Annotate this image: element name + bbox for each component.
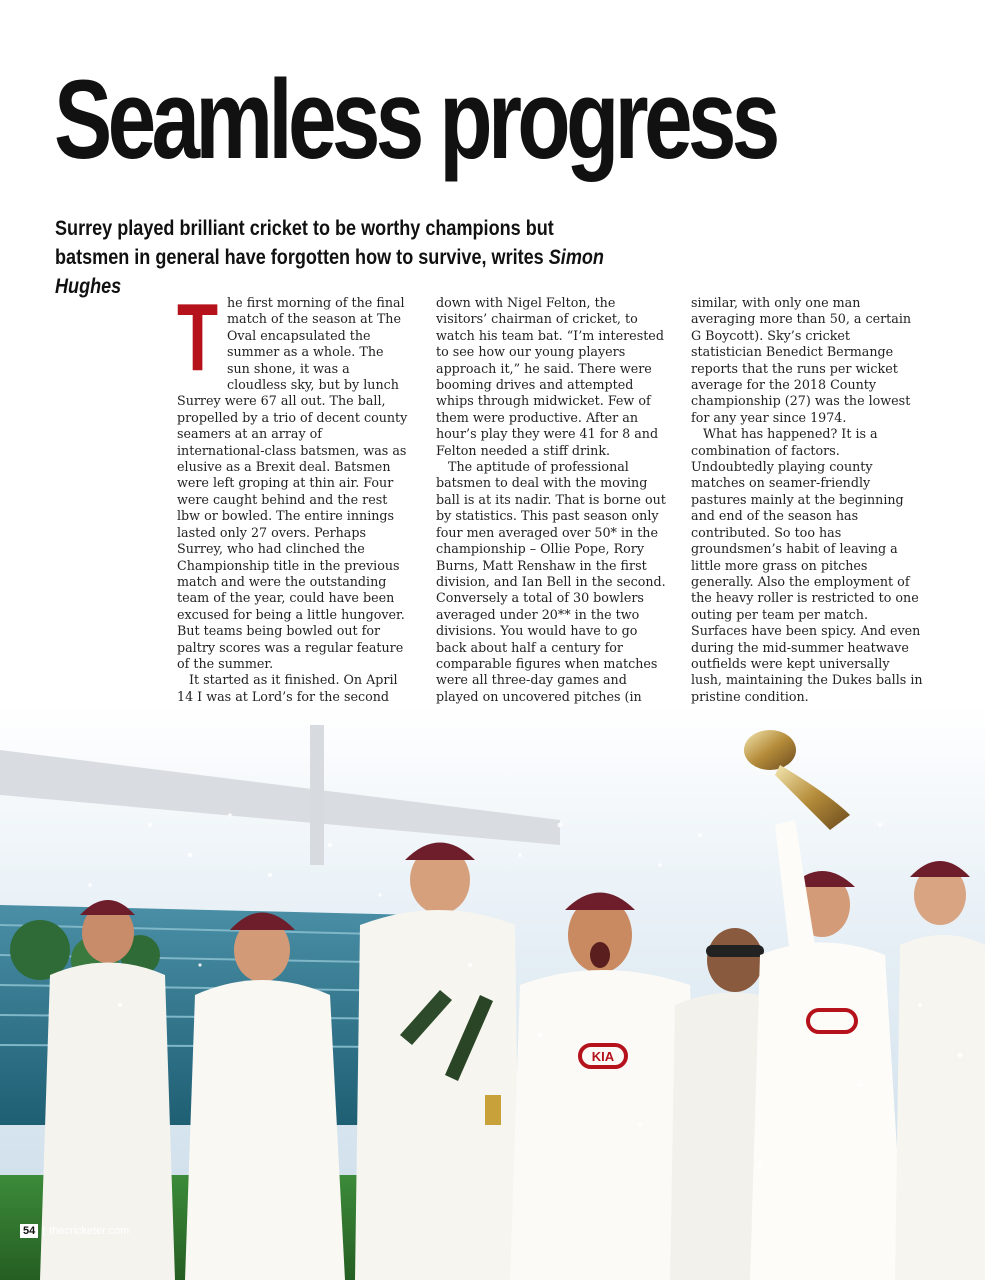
paragraph: he first morning of the final match of the season at The Oval encapsulated the summer as a whole. The sun shone, it was a cloudless sky, but by lunch Surrey were 67 all out. The ball, propelled by a trio of decent county seamers at an array of international-class batsmen, was as elusive as a Brexit deal. Batsmen were left groping at thin air. Four were caught behind and the rest lbw or bowled. The entire innings lasted only 27 overs. Perhaps Surrey, who had clinched the Championship title in the previous match and were the outstanding team of the year, could have been excused for being a little hungover. But teams being bowled out for paltry scores was a regular feature of the summer. [177, 295, 408, 671]
drop-cap: T [177, 284, 219, 391]
article-column-1 [177, 284, 409, 738]
standfirst-text: Surrey played brilliant cricket to be worthy champions but batsmen in general have forgotten how to survive, writes [55, 217, 554, 269]
paragraph: similar, with only one man averaging more than 50, a certain G Boycott). Sky’s cricket statistician Benedict Bermange reports that the runs per wicket average for the 2018 County championship (27) was the lowest for any year since 1974. [691, 295, 912, 425]
shirt-sponsor: KIA [591, 1049, 615, 1064]
byline-author: Simon Hughes [55, 246, 604, 298]
page-footer [20, 1222, 129, 1240]
standfirst [55, 214, 614, 301]
celebration-photo-illustration [0, 705, 985, 1280]
paragraph: down with Nigel Felton, the visitors’ chairman of cricket, to watch his team bat. “I’m interested to see how our young players approach it,” he said. There were booming drives and attempted whips through midwicket. Few of them were productive. After an hour’s play they were 41 for 8 and Felton needed a stiff drink. [436, 295, 664, 458]
site-name: thecricketer.com [49, 1225, 130, 1237]
footer-divider: | [42, 1225, 46, 1237]
article-column-3 [691, 295, 923, 722]
celebration-photo [0, 705, 985, 1280]
paragraph: What has happened? It is a combination of factors. Undoubtedly playing county matches on seamer-friendly pastures mainly at the beginning and end of the season has contributed. So too has groundsmen’s habit of leaving a little more grass on pitches generally. Also the employment of the heavy roller is restricted to one outing per team per match. Surfaces have been spicy. And even during the mid-summer heatwave outfields were kept universally lush, maintaining the Dukes balls in pristine condition. [691, 426, 923, 704]
paragraph: The aptitude of professional batsmen to deal with the moving ball is at its nadir. That is borne out by statistics. This past season only four men averaged over 50* in the championship – Ollie Pope, Rory Burns, Matt Renshaw in the first division, and Ian Bell in the second. Conversely a total of 30 bowlers averaged under 20** in the two divisions. You would have to go back about half a century for comparable figures when matches were all three-day games and played on uncovered pitches (in [436, 459, 666, 704]
article-column-2 [436, 295, 668, 738]
page-number: 54 [20, 1224, 38, 1238]
paragraph: It started as it finished. On April 14 I was at Lord’s for the second [177, 672, 398, 704]
headline: Seamless progress [54, 57, 776, 182]
